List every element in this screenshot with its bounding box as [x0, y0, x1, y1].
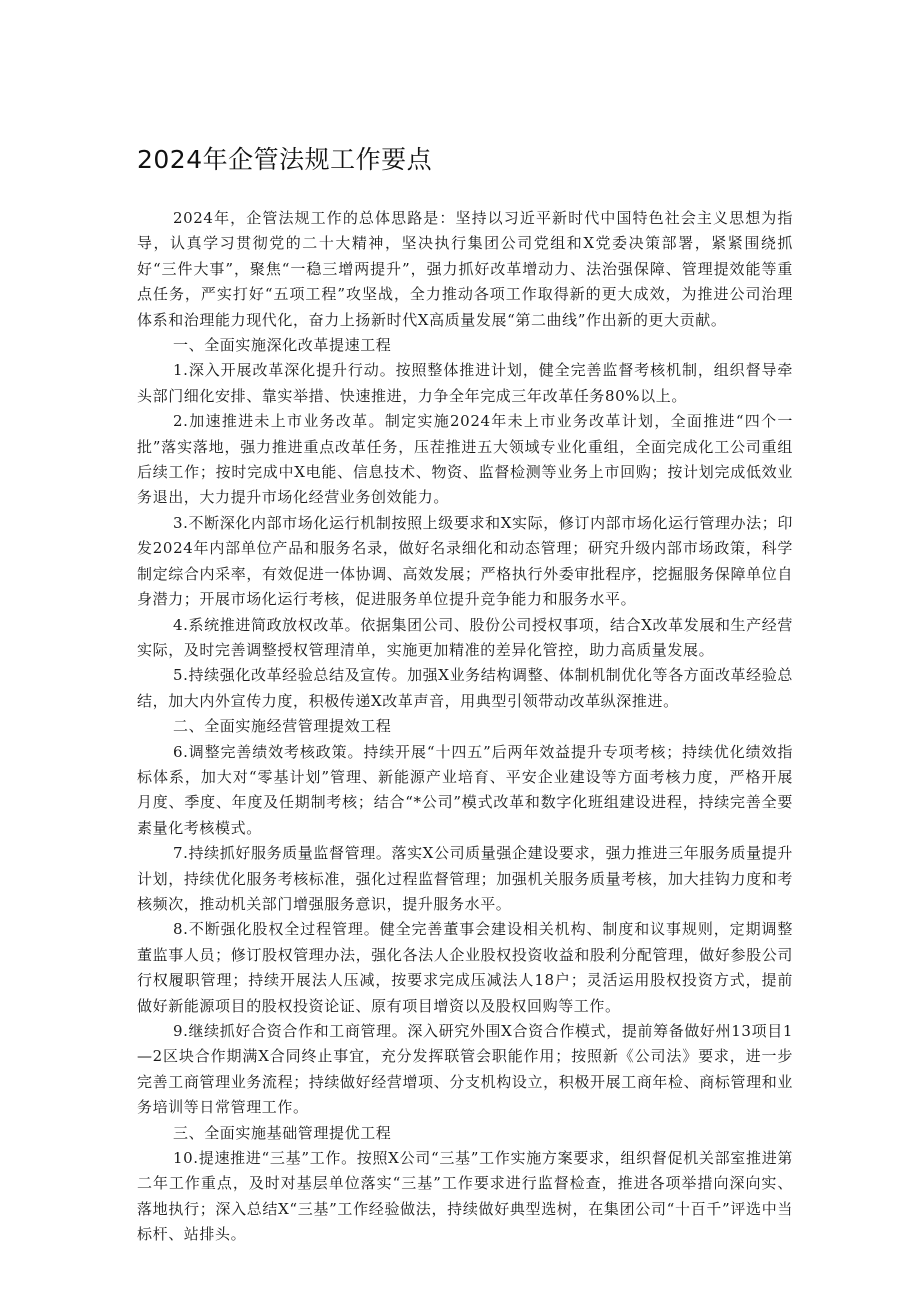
list-item: 1.深入开展改革深化提升行动。按照整体推进计划，健全完善监督考核机制，组织督导牵头部门细化安排、靠实举措、快速推进，力争全年完成三年改革任务80%以上。 — [137, 361, 793, 405]
intro-paragraph: 2024年，企管法规工作的总体思路是：坚持以习近平新时代中国特色社会主义思想为指导，认真学习贯彻党的二十大精神，坚决执行集团公司党组和X党委决策部署，紧紧围绕抓好“三件大事”，聚焦“一稳三增两提升”，强力抓好改革增动力、法治强保障、管理提效能等重点任务，严实打好“五项工程”攻坚战，全力推动各项工作取得新的更大成效，为推进公司治理体系和治理能力现代化，奋力上扬新时代X高质量发展“第二曲线”作出新的更大贡献。 — [137, 209, 793, 329]
list-item: 5.持续强化改革经验总结及宣传。加强X业务结构调整、体制机制优化等各方面改革经验总结，加大内外宣传力度，积极传递X改革声音，用典型引领带动改革纵深推进。 — [137, 666, 793, 710]
section-heading: 一、全面实施深化改革提速工程 — [173, 336, 392, 355]
list-item: 2.加速推进未上市业务改革。制定实施2024年未上市业务改革计划，全面推进“四个一批”落实落地，强力推进重点改革任务，压茬推进五大领域专业化重组，全面完成化工公司重组后续工作；按时完成中X电能、信息技术、物资、监督检测等业务上市回购；按计划完成低效业务退出，大力提升市场化经营业务创效能力。 — [137, 412, 793, 507]
list-item: 8.不断强化股权全过程管理。健全完善董事会建设相关机构、制度和议事规则，定期调整董监事人员；修订股权管理办法，强化各法人企业股权投资收益和股利分配管理，做好参股公司行权履职管理；持续开展法人压减，按要求完成压减法人18户；灵活运用股权投资方式，提前做好新能源项目的股权投资论证、原有项目增资以及股权回购等工作。 — [137, 920, 793, 1015]
list-item: 4.系统推进简政放权改革。依据集团公司、股份公司授权事项，结合X改革发展和生产经营实际，及时完善调整授权管理清单，实施更加精准的差异化管控，助力高质量发展。 — [137, 615, 793, 659]
list-item: 9.继续抓好合资合作和工商管理。深入研究外围X合资合作模式，提前筹备做好州13项目1—2区块合作期满X合同终止事宜，充分发挥联管会职能作用；按照新《公司法》要求，进一步完善工商管理业务流程；持续做好经营增项、分支机构设立，积极开展工商年检、商标管理和业务培训等日常管理工作。 — [137, 1022, 793, 1117]
list-item: 7.持续抓好服务质量监督管理。落实X公司质量强企建设要求，强力推进三年服务质量提升计划，持续优化服务考核标准，强化过程监督管理；加强机关服务质量考核，加大挂钩力度和考核频次，推动机关部门增强服务意识，提升服务水平。 — [137, 844, 793, 913]
list-item: 10.提速推进“三基”工作。按照X公司“三基”工作实施方案要求，组织督促机关部室推进第二年工作重点，及时对基层单位落实“三基”工作要求进行监督检查，推进各项举措向深向实、落地执行；深入总结X“三基”工作经验做法，持续做好典型选树，在集团公司“十百千”评选中当标杆、站排头。 — [137, 1149, 793, 1244]
list-item: 3.不断深化内部市场化运行机制按照上级要求和X实际，修订内部市场化运行管理办法；印发2024年内部单位产品和服务名录，做好名录细化和动态管理；研究升级内部市场政策，科学制定综合内采率，有效促进一体协调、高效发展；严格执行外委审批程序，挖掘服务保障单位自身潜力；开展市场化运行考核，促进服务单位提升竞争能力和服务水平。 — [137, 513, 793, 609]
list-item: 6.调整完善绩效考核政策。持续开展“十四五”后两年效益提升专项考核；持续优化绩效指标体系，加大对“零基计划”管理、新能源产业培育、平安企业建设等方面考核力度，严格开展月度、季度、年度及任期制考核；结合“*公司”模式改革和数字化班组建设进程，持续完善全要素量化考核模式。 — [137, 742, 793, 837]
section-heading: 二、全面实施经营管理提效工程 — [173, 717, 392, 736]
section-heading: 三、全面实施基础管理提优工程 — [173, 1123, 392, 1142]
document-page — [137, 142, 793, 1248]
document-title: 2024年企管法规工作要点 — [137, 145, 433, 174]
